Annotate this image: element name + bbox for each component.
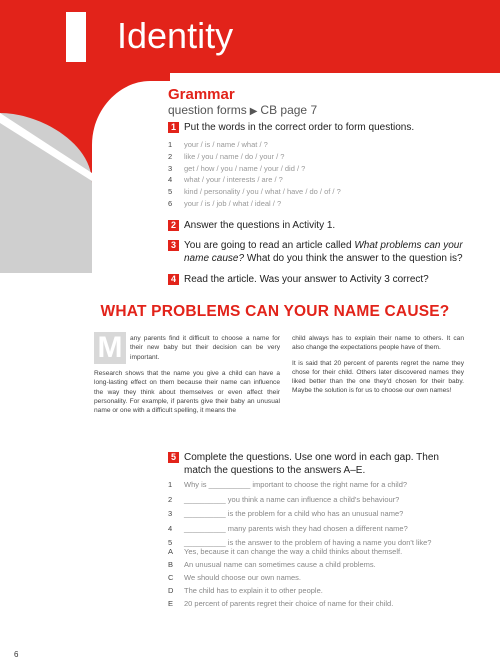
decorative-graphic xyxy=(0,73,170,273)
list-item: 6 your / is / job / what / ideal / ? xyxy=(168,198,282,208)
list-item: 1 your / is / name / what / ? xyxy=(168,140,268,149)
activity-text: You are going to read an article called What problems can your name cause? What do you think the answer to the question is? xyxy=(184,240,463,264)
list-item: 2 __________ you think a name can influence a child's behaviour? xyxy=(168,494,400,504)
list-item: 5 kind / personality / you / what / have / do / of / ? xyxy=(168,187,341,197)
unit-number-bar xyxy=(66,12,86,62)
section-title: Grammar xyxy=(168,86,235,103)
list-item: 3 __________ is the problem for a child who has an unusual name? xyxy=(168,509,404,518)
activity-2-instruction xyxy=(168,219,468,232)
subtitle-text: question forms xyxy=(168,103,247,117)
unit-title: Identity xyxy=(117,15,234,56)
list-item: 4 what / your / interests / are / ? xyxy=(168,175,283,185)
article-paragraph: any parents find it difficult to choose a name for their new baby but their decision can be very important. xyxy=(130,335,280,361)
cb-page-ref: CB page 7 xyxy=(260,103,318,117)
page-number: 6 xyxy=(14,650,19,659)
article-left-column-top xyxy=(130,334,280,368)
drop-cap: M xyxy=(94,332,126,364)
list-item: C We should choose our own names. xyxy=(168,573,302,582)
list-item: 5 __________ is the answer to the problem of having a name you don't like? xyxy=(168,538,432,547)
list-item: E 20 percent of parents regret their choice of name for their child. xyxy=(168,599,394,608)
activity-text: Answer the questions in Activity 1. xyxy=(184,220,336,231)
list-item: 4 __________ many parents wish they had chosen a different name? xyxy=(168,523,408,533)
section-subtitle xyxy=(168,103,317,117)
activity-number-badge: 5 xyxy=(168,452,179,463)
list-item: 1 Why is __________ important to choose the right name for a child? xyxy=(168,480,408,489)
activity-number-badge: 3 xyxy=(168,240,179,251)
activity-text: Complete the questions. Use one word in each gap. Then match the questions to the answers A–E. xyxy=(184,452,439,476)
activity-number-badge: 1 xyxy=(168,122,179,133)
activity-text: Read the article. Was your answer to Activity 3 correct? xyxy=(184,274,429,285)
article-paragraph: Research shows that the name you give a child can have a long-lasting effect on them because their name can influence the way they think about themselves or even affect their personality. For example, if parents give their baby an unusual name or one with a difficult spelling, it means the xyxy=(94,370,280,415)
activity-1-instruction xyxy=(168,121,468,134)
activity-5-answers xyxy=(168,545,468,610)
article-paragraph: child always has to explain their name to others. It can also change the expectations people have of them. xyxy=(292,335,464,352)
article-right-column xyxy=(292,334,464,402)
list-item: 3 get / how / you / name / your / did / ? xyxy=(168,163,306,173)
activity-1-questions xyxy=(168,139,468,210)
activity-5-questions xyxy=(168,478,468,551)
article-title: WHAT PROBLEMS CAN YOUR NAME CAUSE? xyxy=(100,303,450,320)
activity-3-instruction xyxy=(168,239,468,265)
list-item: D The child has to explain it to other people. xyxy=(168,586,323,595)
activity-text: Put the words in the correct order to form questions. xyxy=(184,122,415,133)
list-item: 2 like / you / name / do / your / ? xyxy=(168,151,285,161)
arrow-right-icon: ▶ xyxy=(249,106,258,117)
activity-5-instruction xyxy=(168,451,468,477)
article-paragraph: It is said that 20 percent of parents regret the name they chose for their child. Others later discovered names they liked better than the one they'd chosen for their baby. Maybe the solution is for us to choose our own names! xyxy=(292,359,464,395)
activity-number-badge: 2 xyxy=(168,220,179,231)
activity-4-instruction xyxy=(168,273,468,286)
list-item: B An unusual name can sometimes cause a child problems. xyxy=(168,560,376,569)
list-item: A Yes, because it can change the way a child thinks about themself. xyxy=(168,547,403,556)
article-left-column xyxy=(94,369,280,421)
activity-number-badge: 4 xyxy=(168,274,179,285)
